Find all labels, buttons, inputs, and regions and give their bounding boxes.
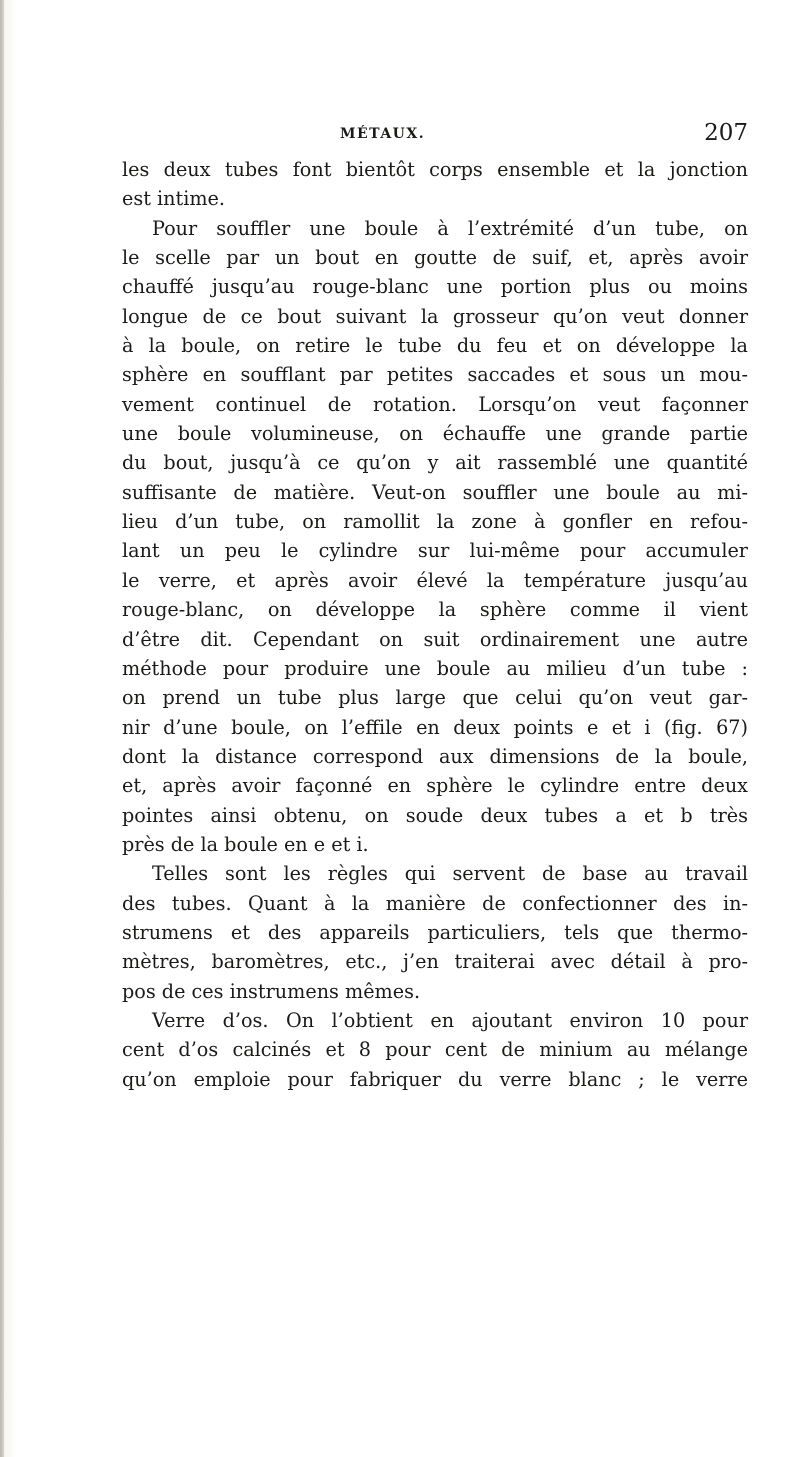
body-text [122,155,748,1094]
text-line: pointes ainsi obtenu, on soude deux tubes a et b très [122,803,748,827]
text-line: suffisante de matière. Veut-on souffler une boule au mi- [122,480,748,504]
text-line: les deux tubes font bientôt corps ensemble et la jonction [122,158,748,181]
text-line: longue de ce bout suivant la grosseur qu’on veut donner [122,304,748,328]
text-line: est intime. [122,187,226,211]
text-line: on prend un tube plus large que celui qu’on veut gar- [122,686,748,710]
text-line: Pour souffler une boule à l’extrémité d’un tube, on [152,216,748,240]
text-line: cent d’os calcinés et 8 pour cent de minium au mélange [122,1038,748,1062]
text-line: dont la distance correspond aux dimensions de la boule, [122,744,748,768]
page-binding-edge [0,0,4,1457]
text-line: le scelle par un bout en goutte de suif, et, après avoir [122,246,748,270]
text-line: méthode pour produire une boule au milieu d’un tube : [122,656,748,680]
text-line: pos de ces instrumens mêmes. [122,979,421,1003]
text-line: une boule volumineuse, on échauffe une grande partie [122,422,748,446]
text-line: d’être dit. Cependant on suit ordinairement une autre [122,627,748,651]
text-line: du bout, jusqu’à ce qu’on y ait rassemblé une quantité [122,451,748,475]
text-line: vement continuel de rotation. Lorsqu’on veut façonner [122,392,748,416]
text-line: qu’on emploie pour fabriquer du verre blanc ; le verre [122,1067,748,1091]
text-line: le verre, et après avoir élevé la température jusqu’au [122,568,748,592]
text-line: rouge-blanc, on développe la sphère comme il vient [122,598,748,622]
text-line: lant un peu le cylindre sur lui-même pour accumuler [122,539,748,563]
page-number: 207 [704,120,748,146]
text-line: des tubes. Quant à la manière de confectionner des in- [122,891,748,915]
text-line: et, après avoir façonné en sphère le cylindre entre deux [122,774,748,798]
text-line: mètres, baromètres, etc., j’en traiterai avec détail à pro- [122,950,748,974]
text-line: près de la boule en e et i. [122,832,369,856]
page-header [248,120,748,150]
running-title: MÉTAUX. [340,126,426,142]
text-line: chauffé jusqu’au rouge-blanc une portion plus ou moins [122,275,748,299]
text-line: lieu d’un tube, on ramollit la zone à gonfler en refou- [122,510,748,534]
text-line: nir d’une boule, on l’effile en deux points e et i (fig. 67) [122,715,748,739]
text-line: à la boule, on retire le tube du feu et on développe la [122,334,748,358]
text-line: strumens et des appareils particuliers, tels que thermo- [122,920,748,944]
text-line: Telles sont les règles qui servent de base au travail [152,862,748,886]
text-line: Verre d’os. On l’obtient en ajoutant environ 10 pour [152,1008,748,1032]
text-line: sphère en soufflant par petites saccades et sous un mou- [122,363,748,387]
